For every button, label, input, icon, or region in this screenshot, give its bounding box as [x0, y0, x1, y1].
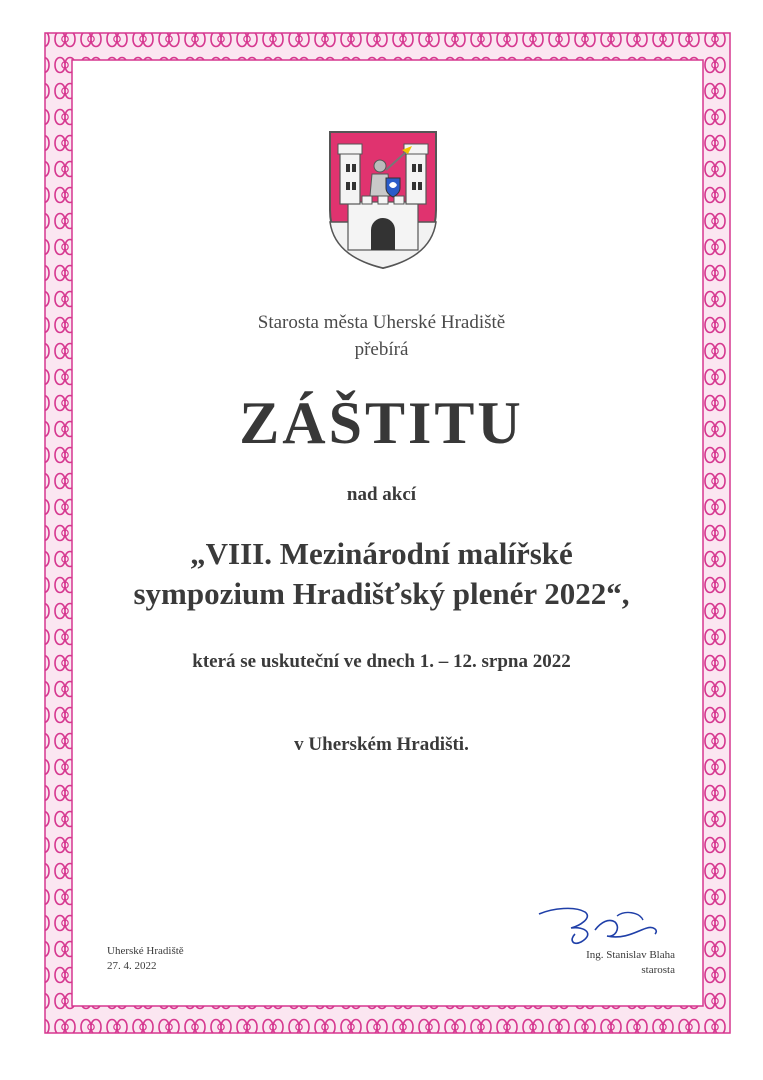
issue-date: 27. 4. 2022 — [107, 960, 157, 972]
event-name — [0, 534, 763, 614]
issue-info — [107, 944, 184, 974]
event-dates: která se uskuteční ve dnech 1. – 12. srpna 2022 — [192, 651, 571, 672]
coat-of-arms-icon — [328, 130, 438, 270]
signature-icon — [535, 900, 670, 948]
intro-line-2: přebírá — [354, 339, 409, 360]
signer-role: starosta — [641, 964, 675, 976]
signer — [586, 948, 675, 978]
event-name-line-1: „VIII. Mezinárodní malířské — [190, 536, 573, 571]
issue-city: Uherské Hradiště — [107, 945, 184, 957]
event-place: v Uherském Hradišti. — [294, 734, 469, 755]
intro — [0, 309, 763, 363]
page-title: ZÁŠTITU — [239, 390, 524, 456]
signer-name: Ing. Stanislav Blaha — [586, 949, 675, 961]
event-name-line-2: sympozium Hradišťský plenér 2022“, — [133, 576, 630, 611]
intro-line-1: Starosta města Uherské Hradiště — [257, 312, 506, 333]
nad-akci-label: nad akcí — [346, 484, 417, 505]
